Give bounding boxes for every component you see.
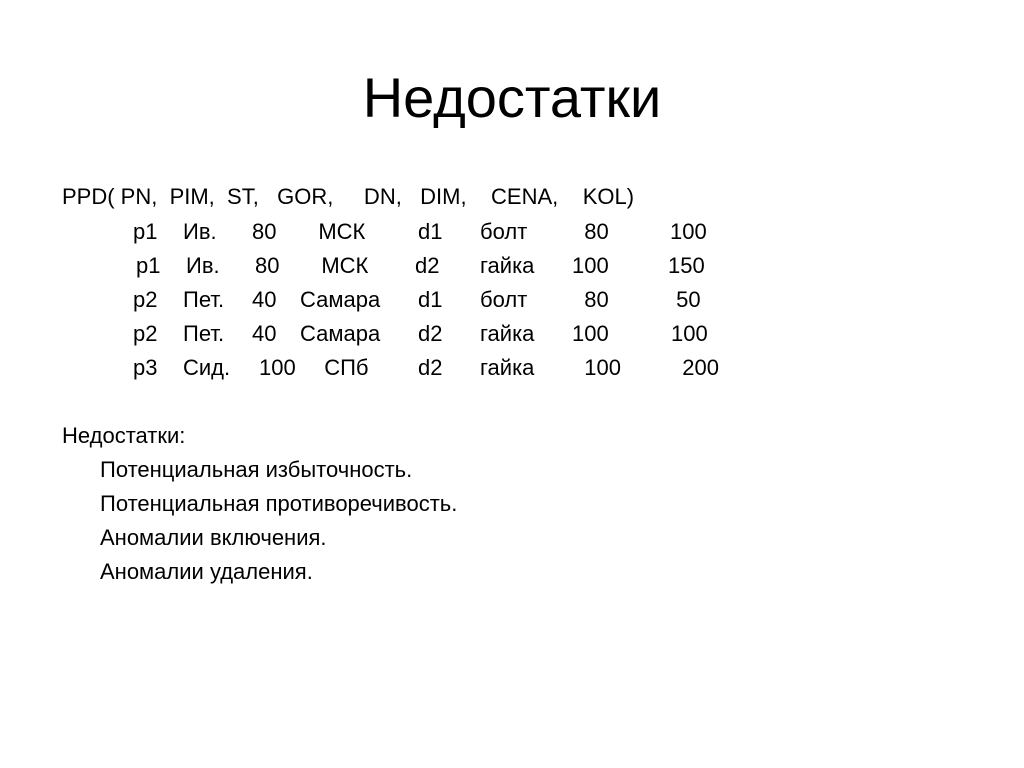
cell-dim: болт [480,219,528,244]
cell-pim: Ив. [186,253,220,278]
cell-st: 80 [252,219,277,244]
list-item: Аномалии удаления. [100,559,313,584]
cell-kol: 200 [670,355,719,380]
cell-st: 40 [252,321,277,346]
cell-dn: d1 [418,287,443,312]
cell-pim: Пет. [183,321,225,346]
slide-title: Недостатки [362,66,662,129]
schema-line: PPD( PN, PIM, ST, GOR, DN, DIM, CENA, KOL) [62,184,635,209]
cell-dim: гайка [480,253,535,278]
cell-dim: гайка [480,321,535,346]
list-item: Аномалии включения. [100,525,327,550]
cell-dn: d2 [418,321,443,346]
cell-pn: p2 [133,321,158,346]
cell-pn: p3 [133,355,158,380]
cell-pim: Сид. [183,355,231,380]
cell-gor: Самара [300,321,381,346]
cell-gor: Самара [300,287,381,312]
cell-dim: болт [480,287,528,312]
cell-st: 40 [252,287,277,312]
cell-st: 100 [259,355,296,380]
cell-dn: d2 [415,253,440,278]
cell-gor: СПб [312,355,369,380]
issues-list [100,453,457,589]
cell-kol: 50 [670,287,701,312]
cell-dn: d2 [418,355,443,380]
cell-cena: 100 [572,355,621,380]
issues-heading: Недостатки: [62,423,186,448]
table-row [0,351,1024,385]
cell-cena: 80 [572,219,609,244]
cell-kol: 100 [670,219,707,244]
list-item: Потенциальная противоречивость. [100,491,458,516]
cell-cena: 100 [572,253,609,278]
cell-st: 80 [255,253,280,278]
cell-dim: гайка [480,355,535,380]
list-item: Потенциальная избыточность. [100,457,413,482]
cell-gor: МСК [300,219,366,244]
cell-pn: p1 [133,219,158,244]
table-row [0,215,1024,249]
cell-gor: МСК [303,253,369,278]
cell-cena: 100 [572,321,609,346]
cell-pim: Пет. [183,287,225,312]
cell-kol: 100 [671,321,708,346]
table-row [0,317,1024,351]
table-row [0,249,1024,283]
cell-dn: d1 [418,219,443,244]
table-row [0,283,1024,317]
cell-pn: p1 [136,253,161,278]
cell-cena: 80 [572,287,609,312]
data-table [0,215,1024,385]
cell-pn: p2 [133,287,158,312]
cell-pim: Ив. [183,219,217,244]
cell-kol: 150 [668,253,705,278]
